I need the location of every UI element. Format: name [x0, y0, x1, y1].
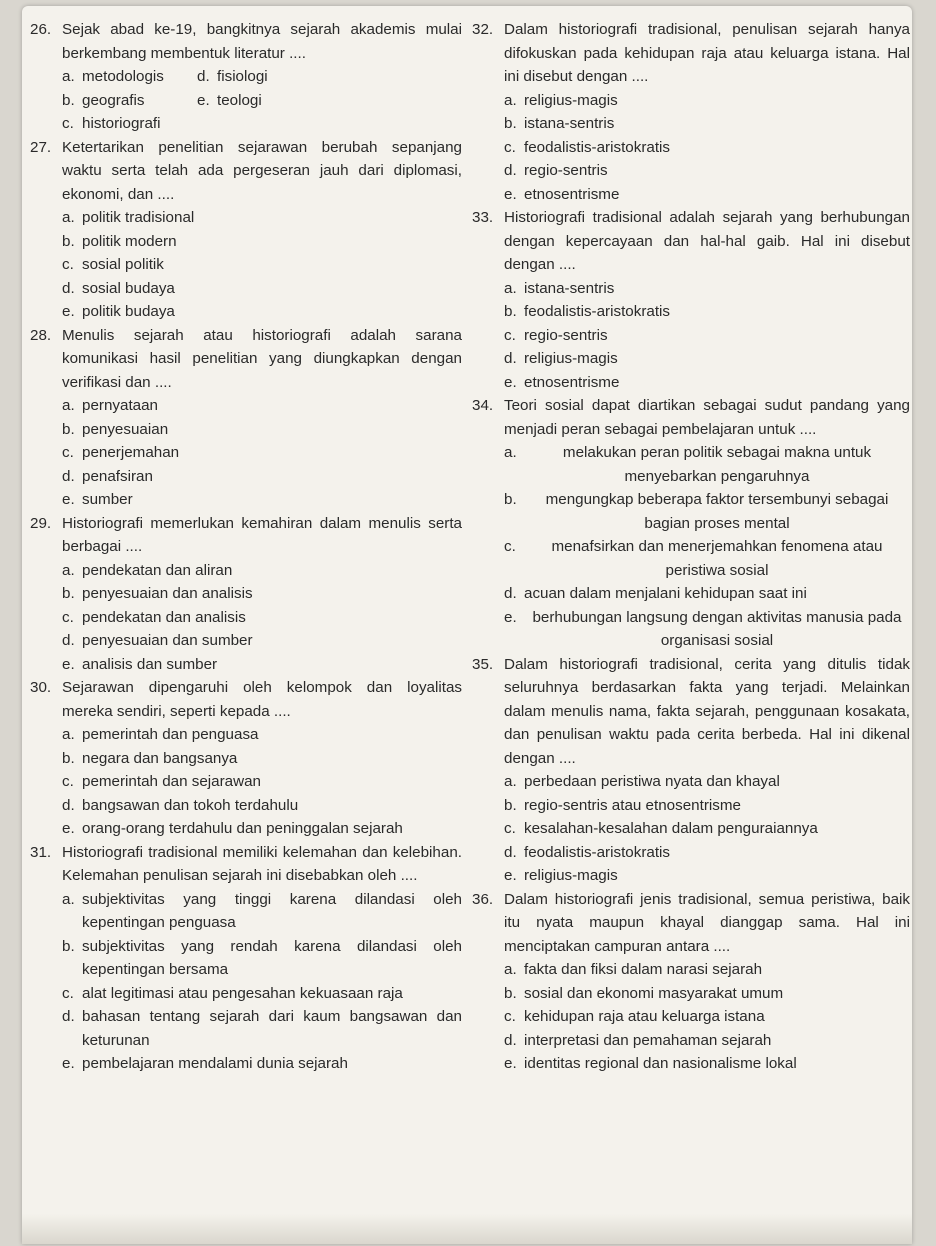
- option-c[interactable]: [504, 535, 910, 582]
- option-text: perbedaan peristiwa nyata dan khayal: [524, 773, 780, 790]
- option-d[interactable]: [504, 582, 910, 606]
- option-c[interactable]: [62, 112, 197, 136]
- options-list: [472, 958, 910, 1076]
- option-letter: d.: [504, 1031, 517, 1049]
- option-d[interactable]: [62, 277, 462, 301]
- question-text: Ketertarikan penelitian sejarawan berubah sepanjang waktu serta telah ada pergeseran jauh dari diplomasi, ekonomi, dan ....: [62, 138, 462, 203]
- option-letter: e.: [504, 867, 517, 884]
- question-number: 26.: [30, 21, 52, 38]
- option-letter: a.: [62, 68, 75, 85]
- option-text: pendekatan dan aliran: [82, 561, 233, 579]
- option-text: istana-sentris: [524, 279, 615, 297]
- options-list: [30, 394, 462, 512]
- option-e[interactable]: [62, 1052, 462, 1076]
- option-a[interactable]: [62, 65, 197, 89]
- option-letter: e.: [62, 491, 75, 508]
- option-letter: d.: [62, 796, 75, 814]
- question-number: 29.: [30, 514, 52, 532]
- question-number: 35.: [472, 655, 494, 673]
- question-text: Historiografi tradisional memiliki kelemahan dan kelebihan. Kelemahan penulisan sejarah ini disebabkan oleh ....: [62, 843, 462, 884]
- option-text: penafsiran: [82, 467, 153, 485]
- option-text: pemerintah dan sejarawan: [82, 773, 261, 790]
- option-b[interactable]: [62, 89, 197, 113]
- right-column: [472, 18, 910, 1076]
- option-text: analisis dan sumber: [82, 655, 218, 673]
- question-number: 33.: [472, 209, 494, 226]
- option-d[interactable]: [62, 465, 462, 489]
- option-text: orang-orang terdahulu dan peninggalan sejarah: [82, 820, 403, 837]
- option-text: identitas regional dan nasionalisme lokal: [524, 1055, 797, 1072]
- option-letter: c.: [62, 256, 74, 273]
- question-number: 30.: [30, 679, 52, 696]
- option-a[interactable]: [504, 441, 910, 488]
- question-text: Sejarawan dipengaruhi oleh kelompok dan loyalitas mereka sendiri, seperti kepada ....: [62, 679, 462, 720]
- option-letter: a.: [504, 773, 517, 790]
- option-letter: b.: [62, 91, 75, 109]
- option-letter: c.: [62, 773, 74, 790]
- option-letter: e.: [504, 185, 517, 203]
- option-letter: e.: [62, 820, 75, 837]
- option-d[interactable]: [62, 794, 462, 818]
- option-b[interactable]: [62, 747, 462, 771]
- option-d[interactable]: [197, 65, 462, 89]
- option-letter: d.: [62, 632, 75, 649]
- option-letter: e.: [504, 608, 517, 626]
- question-stem: [30, 676, 462, 723]
- question-text: Dalam historiografi tradisional, penulisan sejarah hanya difokuskan pada kehidupan raja atau keluarga istana. Hal ini disebut dengan ....: [504, 21, 910, 85]
- question-text: Dalam historiografi tradisional, cerita yang ditulis tidak seluruhnya berdasarkan fakta yang terjadi. Melainkan dalam menulis nama, fakta sejarah, penggunaan kosakata, dan penulisan waktu pada cerita berbeda. Hal ini dikenal dengan ....: [504, 655, 910, 767]
- option-letter: e.: [62, 1055, 75, 1072]
- option-e[interactable]: [504, 606, 910, 653]
- option-letter: b.: [504, 303, 517, 320]
- option-a[interactable]: [504, 770, 910, 794]
- option-text: berhubungan langsung dengan aktivitas manusia pada organisasi sosial: [532, 608, 902, 649]
- question-text: Sejak abad ke-19, bangkitnya sejarah akademis mulai berkembang membentuk literatur ....: [62, 21, 462, 62]
- option-letter: b.: [62, 420, 75, 438]
- question-number: 36.: [472, 890, 494, 908]
- option-a[interactable]: [504, 958, 910, 982]
- question-27: [30, 136, 462, 324]
- option-text: menafsirkan dan menerjemahkan fenomena atau peristiwa sosial: [551, 538, 883, 579]
- option-c[interactable]: [504, 136, 910, 160]
- option-letter: e.: [504, 1055, 517, 1072]
- option-a[interactable]: [62, 559, 462, 583]
- option-text: fakta dan fiksi dalam narasi sejarah: [524, 961, 763, 978]
- option-letter: e.: [504, 373, 517, 391]
- option-letter: d.: [504, 585, 517, 602]
- option-text: sosial politik: [82, 256, 164, 273]
- option-a[interactable]: [62, 206, 462, 230]
- option-letter: c.: [504, 138, 516, 156]
- option-b[interactable]: [504, 982, 910, 1006]
- option-text: sosial dan ekonomi masyarakat umum: [524, 984, 784, 1002]
- option-text: subjektivitas yang rendah karena dilandasi oleh kepentingan bersama: [82, 937, 462, 978]
- option-text: religius-magis: [524, 350, 618, 367]
- option-letter: c.: [62, 608, 74, 626]
- question-stem: [30, 512, 462, 559]
- options-list: [472, 770, 910, 888]
- option-text: feodalistis-aristokratis: [524, 138, 671, 156]
- option-text: historiografi: [82, 115, 161, 132]
- option-text: geografis: [82, 91, 145, 109]
- question-stem: [472, 18, 910, 89]
- left-column: [30, 18, 462, 1076]
- option-letter: a.: [62, 561, 75, 579]
- option-text: religius-magis: [524, 91, 618, 109]
- option-c[interactable]: [504, 324, 910, 348]
- question-26: [30, 18, 462, 136]
- option-b[interactable]: [62, 230, 462, 254]
- option-letter: c.: [504, 326, 516, 344]
- option-text: politik tradisional: [82, 209, 195, 226]
- option-a[interactable]: [504, 89, 910, 113]
- option-letter: a.: [504, 279, 517, 297]
- question-stem: [30, 324, 462, 395]
- option-letter: a.: [62, 209, 75, 226]
- option-text: metodologis: [82, 68, 164, 85]
- option-text: bahasan tentang sejarah dari kaum bangsawan dan keturunan: [82, 1008, 462, 1049]
- option-text: interpretasi dan pemahaman sejarah: [524, 1031, 772, 1049]
- options-list: [30, 65, 462, 136]
- option-text: melakukan peran politik sebagai makna untuk menyebarkan pengaruhnya: [562, 444, 872, 485]
- question-31: [30, 841, 462, 1076]
- option-text: penyesuaian: [82, 420, 169, 438]
- option-c[interactable]: [504, 817, 910, 841]
- question-text: Historiografi memerlukan kemahiran dalam menulis serta berbagai ....: [62, 514, 462, 555]
- option-letter: b.: [62, 749, 75, 767]
- options-list: [472, 277, 910, 395]
- option-e[interactable]: [62, 300, 462, 324]
- option-letter: b.: [504, 984, 517, 1002]
- option-text: mengungkap beberapa faktor tersembunyi sebagai bagian proses mental: [545, 491, 889, 532]
- option-text: sumber: [82, 491, 133, 508]
- option-d[interactable]: [504, 841, 910, 865]
- option-e[interactable]: [197, 89, 462, 113]
- option-letter: a.: [62, 890, 75, 908]
- question-28: [30, 324, 462, 512]
- option-letter: a.: [504, 961, 517, 978]
- option-b[interactable]: [62, 935, 462, 982]
- options-list: [472, 89, 910, 207]
- question-number: 32.: [472, 21, 494, 38]
- option-text: feodalistis-aristokratis: [524, 303, 671, 320]
- option-e[interactable]: [62, 488, 462, 512]
- option-letter: c.: [62, 984, 74, 1002]
- option-letter: b.: [504, 796, 517, 814]
- option-a[interactable]: [62, 888, 462, 935]
- question-number: 34.: [472, 397, 494, 414]
- option-letter: a.: [504, 444, 517, 461]
- option-c[interactable]: [62, 770, 462, 794]
- option-letter: c.: [504, 820, 516, 837]
- option-e[interactable]: [62, 653, 462, 677]
- option-c[interactable]: [62, 982, 462, 1006]
- option-letter: b.: [504, 491, 517, 508]
- option-d[interactable]: [62, 1005, 462, 1052]
- option-c[interactable]: [62, 606, 462, 630]
- option-letter: c.: [62, 444, 74, 461]
- question-text: Menulis sejarah atau historiografi adalah sarana komunikasi hasil penelitian yang diungkapkan dengan verifikasi dan ....: [62, 326, 462, 391]
- question-number: 28.: [30, 326, 52, 344]
- option-b[interactable]: [504, 488, 910, 535]
- option-text: bangsawan dan tokoh terdahulu: [82, 796, 299, 814]
- question-stem: [472, 206, 910, 277]
- question-29: [30, 512, 462, 677]
- option-text: etnosentrisme: [524, 373, 620, 391]
- question-stem: [30, 841, 462, 888]
- option-letter: a.: [504, 91, 517, 109]
- option-text: penyesuaian dan analisis: [82, 585, 253, 602]
- option-text: teologi: [217, 91, 262, 109]
- option-d[interactable]: [504, 159, 910, 183]
- option-text: pernyataan: [82, 397, 158, 414]
- option-text: kehidupan raja atau keluarga istana: [524, 1008, 765, 1025]
- option-letter: a.: [62, 726, 75, 743]
- question-35: [472, 653, 910, 888]
- option-text: kesalahan-kesalahan dalam penguraiannya: [524, 820, 818, 837]
- option-text: regio-sentris: [524, 162, 608, 179]
- options-list: [30, 206, 462, 324]
- question-text: Historiografi tradisional adalah sejarah yang berhubungan dengan kepercayaan dan hal-hal gaib. Hal ini disebut dengan ....: [504, 209, 910, 273]
- option-text: fisiologi: [217, 68, 268, 85]
- question-stem: [30, 136, 462, 207]
- question-34: [472, 394, 910, 653]
- option-letter: b.: [62, 585, 75, 602]
- option-letter: b.: [62, 937, 75, 955]
- option-a[interactable]: [504, 277, 910, 301]
- question-number: 31.: [30, 843, 52, 861]
- option-a[interactable]: [62, 723, 462, 747]
- option-letter: d.: [504, 350, 517, 367]
- option-letter: b.: [504, 115, 517, 132]
- option-text: istana-sentris: [524, 115, 615, 132]
- option-letter: c.: [62, 115, 74, 132]
- option-text: religius-magis: [524, 867, 618, 884]
- option-b[interactable]: [62, 418, 462, 442]
- option-letter: e.: [62, 655, 75, 673]
- question-32: [472, 18, 910, 206]
- option-text: sosial budaya: [82, 279, 175, 297]
- question-stem: [472, 888, 910, 959]
- option-letter: d.: [62, 467, 75, 485]
- option-text: negara dan bangsanya: [82, 749, 238, 767]
- option-text: pemerintah dan penguasa: [82, 726, 259, 743]
- option-text: penerjemahan: [82, 444, 180, 461]
- option-c[interactable]: [504, 1005, 910, 1029]
- option-text: pendekatan dan analisis: [82, 608, 246, 626]
- question-33: [472, 206, 910, 394]
- question-text: Dalam historiografi jenis tradisional, semua peristiwa, baik itu nyata maupun khayal dianggap sama. Hal ini menciptakan campuran antara ....: [504, 890, 910, 955]
- option-b[interactable]: [504, 300, 910, 324]
- option-letter: d.: [504, 843, 517, 861]
- question-stem: [472, 394, 910, 441]
- option-d[interactable]: [62, 629, 462, 653]
- option-e[interactable]: [504, 1052, 910, 1076]
- option-letter: a.: [62, 397, 75, 414]
- option-text: acuan dalam menjalani kehidupan saat ini: [524, 585, 807, 602]
- option-d[interactable]: [504, 347, 910, 371]
- option-c[interactable]: [62, 441, 462, 465]
- option-letter: d.: [197, 68, 210, 85]
- option-text: feodalistis-aristokratis: [524, 843, 671, 861]
- options-list: [30, 559, 462, 677]
- option-e[interactable]: [504, 864, 910, 888]
- question-30: [30, 676, 462, 841]
- option-e[interactable]: [62, 817, 462, 841]
- options-list: [30, 723, 462, 841]
- option-b[interactable]: [504, 794, 910, 818]
- option-e[interactable]: [504, 183, 910, 207]
- option-d[interactable]: [504, 1029, 910, 1053]
- option-a[interactable]: [62, 394, 462, 418]
- option-letter: e.: [62, 303, 75, 320]
- option-letter: e.: [197, 91, 210, 109]
- option-text: politik modern: [82, 232, 177, 250]
- options-list: [472, 441, 910, 653]
- option-text: pembelajaran mendalami dunia sejarah: [82, 1055, 348, 1072]
- option-letter: b.: [62, 232, 75, 250]
- option-b[interactable]: [504, 112, 910, 136]
- option-letter: d.: [62, 1008, 75, 1025]
- option-text: penyesuaian dan sumber: [82, 632, 253, 649]
- option-text: etnosentrisme: [524, 185, 620, 203]
- question-text: Teori sosial dapat diartikan sebagai sudut pandang yang menjadi peran sebagai pembelajaran untuk ....: [504, 397, 910, 438]
- question-stem: [30, 18, 462, 65]
- option-letter: d.: [62, 279, 75, 297]
- option-letter: d.: [504, 162, 517, 179]
- options-list: [30, 888, 462, 1076]
- question-number: 27.: [30, 138, 52, 156]
- option-b[interactable]: [62, 582, 462, 606]
- option-text: regio-sentris atau etnosentrisme: [524, 796, 741, 814]
- option-e[interactable]: [504, 371, 910, 395]
- worksheet-page: [22, 6, 912, 1244]
- option-text: alat legitimasi atau pengesahan kekuasaan raja: [82, 984, 403, 1002]
- question-stem: [472, 653, 910, 771]
- option-letter: c.: [504, 1008, 516, 1025]
- option-c[interactable]: [62, 253, 462, 277]
- option-text: politik budaya: [82, 303, 175, 320]
- option-text: regio-sentris: [524, 326, 608, 344]
- option-letter: c.: [504, 538, 516, 555]
- option-text: subjektivitas yang tinggi karena dilandasi oleh kepentingan penguasa: [82, 890, 462, 931]
- question-36: [472, 888, 910, 1076]
